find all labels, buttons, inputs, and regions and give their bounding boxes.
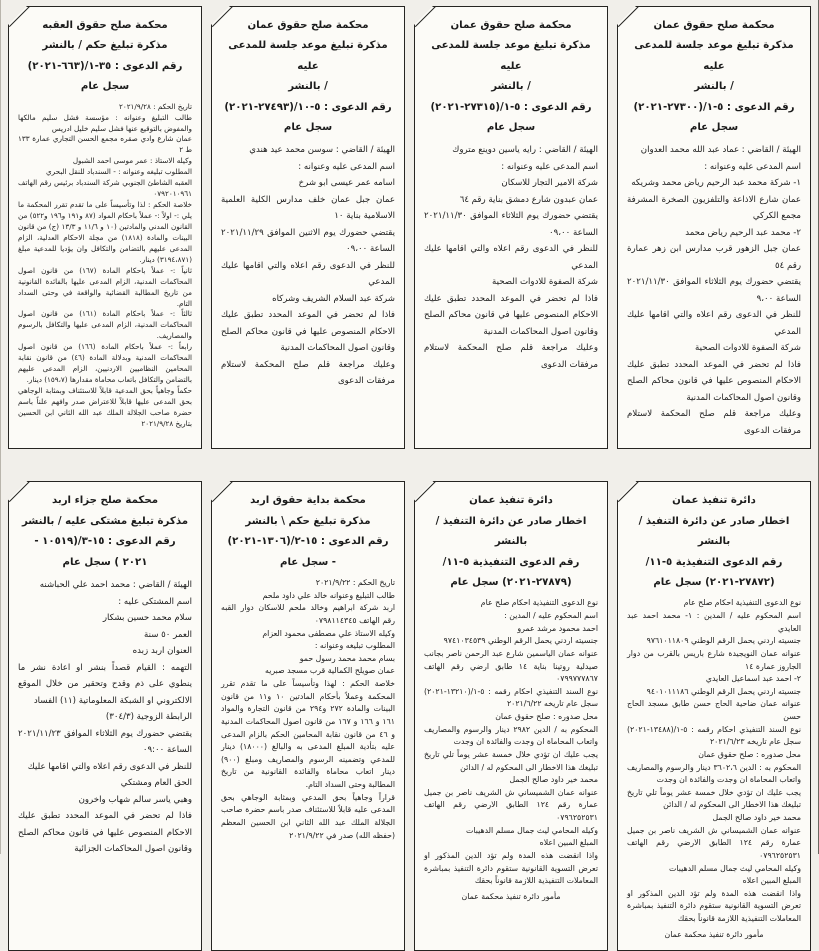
notice-body-line: نوع السند التنفيذي احكام رقمه : ٥-١/(١٣٢١٠-٢٠٢١) سجل عام تاريخه ٢٠٢١/٦/٢٢	[424, 686, 598, 709]
notice-body-line: جنسيته اردني يحمل الرقم الوطني ٩٧٤١٠٣٤٥٣٩	[443, 636, 598, 646]
notice-body-line: المبلغ المبين اعلاه	[539, 838, 598, 848]
notice-header-line: مذكرة تبليغ مشتكى عليه / بالنشر	[21, 515, 189, 527]
notice-body-line: المبلغ المبين اعلاه	[742, 876, 801, 886]
notice-body-line: ٢- محمد عبد الرحيم رياض محمد	[685, 227, 801, 238]
notice-body-line: تاريخ الحكم : ٢٠٢١/٩/٢٨	[118, 101, 192, 111]
notice-header-line: محكمة بداية حقوق اربد	[250, 495, 366, 507]
notice-body-line: فاذا لم تحضر في الموعد المحدد تطبق عليك الاحكام المنصوص عليها في قانون محاكم الصلح وقانون اصول المحاكمات الجزائية	[18, 811, 192, 855]
notice-body-line: محل صدوره : صلح حقوق عمان	[495, 712, 598, 722]
notice-card-amman-27493	[211, 6, 405, 449]
notice-body-line: للنظر في الدعوى رقم اعلاه والتي اقامها عليك	[27, 761, 192, 772]
notice-body-line: اسم المحكوم عليه / المدين : ١- محمد احمد عبد العايدي	[627, 611, 801, 633]
notice-body-line: فاذا لم تحضر في الموعد المحدد تطبق عليك الاحكام المنصوص عليها في قانون محاكم الصلح وقانون اصول المحاكمات المدنية	[627, 359, 801, 403]
notice-header-line: محكمة صلح حقوق عمان	[450, 20, 572, 31]
notice-header	[17, 14, 193, 102]
notice-header-line: اخطار صادر عن دائرة التنفيذ / بالنشر	[435, 515, 587, 548]
notice-body-line: عمان جبل الزهور قرب مدارس ابن زهر عمارة رقم ٥٤	[627, 244, 801, 271]
notice-body-line: محمد خير داود صالح الجمل	[509, 775, 598, 785]
notice-body-line: عمان صويلح الكمالية قرب مسجد صبريه	[265, 666, 395, 676]
notice-header-line: / بالنشر	[491, 81, 531, 93]
notice-body-line: وعليك مراجعة قلم صلح المحكمة لاستلام مرفقات الدعوى	[424, 343, 598, 370]
notice-header-line: مذكرة تبليغ موعد جلسة للمدعى عليه	[634, 40, 794, 72]
notice-body-line: وعليك مراجعة قلم صلح المحكمة لاستلام مرفقات الدعوى	[221, 359, 395, 387]
notice-body-line: عنوانه عمان النويجيدة شارع باريس بالقرب من دوار الجاروز عمارة ١٤	[627, 648, 801, 671]
notice-header-line: / بالنشر	[288, 81, 328, 93]
notice-body-line: فاذا لم تحضر في الموعد المحدد تطبق عليك الاحكام المنصوص عليها في قانون محاكم الصلح وقانون اصول المحاكمات المدنية	[221, 310, 395, 354]
notice-body-line: وكيله المحامي ليث جمال مسلم الدهيبات	[466, 825, 598, 835]
notice-body-line: عنوانه عمان الشميساني ش الشريف ناصر بن جميل عمارة رقم ١٢٤ الطابق الارضي رقم الهاتف ٠٧٩٦٢٥٢٥٣١	[627, 825, 801, 860]
notice-card-amman-27300	[617, 6, 811, 449]
notice-body-line: وهبي ياسر سالم شهاب واخرون	[78, 794, 192, 805]
notice-body-line: المحكوم به / الدين ٢٩٨٢ دينار والرسوم والمصاريف واتعاب المحاماة ان وجدت والفائدة ان وجدت	[424, 724, 598, 747]
notice-body-line: حكماً وجاهياً بحق المدعية قابلاً للاستئناف وبمثابة الوجاهي بحق المدعى عليها قابلاً للاعتراض صدر وافهم علناً باسم حضرة صاحب الجلالة الملك عبد الله الثاني ابن الحسين بتاريخ ٢٠٢١/٩/٢٨	[18, 386, 192, 428]
notice-body-line: عنوانه عمان ضاحية الحاج حسن طابق مسجد الحاج حسن	[627, 699, 801, 722]
notice-card-amman-27315	[414, 6, 608, 449]
notice-card-jaza-irbid-10519	[8, 481, 202, 951]
notice-card-aqaba-663	[8, 6, 202, 449]
notice-body-line: يجب عليك ان تؤدي خلال خمسة عشر يوماً تلي تاريخ تبليغك هذا الاخطار الى المحكوم له / الدائن	[424, 749, 598, 772]
notice-body-line: احمد محمود مرشد عمرو	[517, 623, 598, 633]
notice-body	[220, 142, 396, 390]
notice-body-line: سلام محمد حسين بشكار	[102, 613, 192, 624]
notice-body-line: الهيئة / القاضي : عماد عبد الله محمد العدوان	[640, 145, 801, 156]
notice-body-line: ٢- احمد عبد اسماعيل العايدي	[705, 674, 801, 684]
notice-body-line: اربد شركة ابراهيم وخالد ملحم للاسكان دوار القبه رقم الهاتف ٠٧٩٨١١٤٣٤٥	[221, 603, 395, 625]
notice-body-line: للنظر في الدعوى رقم اعلاه والتي اقامها عليك المدعي	[627, 310, 801, 337]
notice-header-line: سجل عام	[689, 122, 739, 134]
notice-header-line: مذكرة تبليغ حكم \ بالنشر	[245, 515, 371, 527]
notice-header-line: محكمة صلح جزاء اربد	[51, 495, 158, 507]
notice-body-line: عمان شارع الاذاعة والتلفزيون الصخرة المشرفة مجمع الكركي	[627, 194, 801, 222]
notice-body-line: شركة الصفوة للادوات الصحية	[695, 343, 801, 354]
notice-header	[220, 489, 396, 577]
notice-header-line: سجل عام	[486, 122, 536, 134]
notice-header-line: رقم الدعوى التنفيذية ٥-١١/	[645, 556, 783, 568]
notice-body-line: شركة الصفوة للادوات الصحية	[492, 277, 598, 288]
notice-header	[626, 489, 802, 597]
notice-body-line: للنظر في الدعوى رقم اعلاه والتي اقامها عليك المدعي	[221, 260, 395, 288]
notice-body-line: الهيئة / القاضي : محمد احمد علي الحباشنه	[39, 580, 192, 591]
notice-header-line: (٢٧٨٧٢-٢٠٢١) سجل عام	[653, 577, 775, 589]
notice-body-line: مأمور دائرة تنفيذ محكمة عمان	[664, 929, 764, 939]
notice-header-line: محكمة صلح حقوق عمان	[653, 20, 775, 31]
notice-body-line: التهمه : القيام قصداً بنشر او اعادة نشر ما ينطوي على ذم وقدح وتحقير من خلال الموقع الالكتروني او الشبكة المعلوماتية (١١) الفساد	[18, 662, 192, 706]
notice-body	[423, 142, 599, 373]
notice-body-line: وكيله المحامي ليث جمال مسلم الدهيبات	[669, 863, 801, 873]
notice-body-line: عنوانه عمان الياسمين شارع عبد الرحمن ناصر بجانب صيدلية روتينا بناية ١٤ طابق ارضي رقم الهاتف ٠٧٩٩٧٧٧٨٦٧	[424, 648, 598, 684]
notice-body-line: جنسيته اردني يحمل الرقم الوطني ٩٤٠١٠١١١٨٦	[646, 686, 801, 696]
notice-body-line: يقتضي حضورك يوم الثلاثاء الموافق ٢٠٢١/١١/٢٣ الساعة ٠٩:٠٠	[18, 728, 192, 756]
notice-header-line: رقم الدعوى : ٥-١/(٢٧٣٠٠-٢٠٢١)	[633, 101, 795, 113]
notice-header-line: (٢٧٨٧٩-٢٠٢١) سجل عام	[450, 577, 572, 589]
notice-body-line: مأمور دائرة تنفيذ محكمة عمان	[461, 891, 561, 901]
notice-header-line: مذكرة تبليغ حكم / بالنشر	[42, 40, 168, 52]
notice-body-line: العمر ٥٠ سنة	[144, 629, 192, 640]
notice-body-line: ثالثاً :- عملاً باحكام المادة (١٦١) من قانون اصول المحاكمات المدنية، الزام المدعى عليها والتكافل بالرسوم والمصاريف.	[18, 309, 192, 341]
notice-body-line: شركة عبد السلام الشريف وشركاه	[272, 293, 395, 304]
notice-body-line: شركة الامير التجار للاسكان	[501, 178, 598, 189]
notice-header-line: محكمة صلح حقوق عمان	[247, 20, 369, 31]
notice-header-line: محكمة صلح حقوق العقبه	[42, 20, 168, 31]
notice-body-line: اسامه عمر عيسى ابو شرخ	[298, 178, 395, 189]
notice-header-line: سجل عام	[283, 122, 333, 134]
notice-body-line: عنوانه عمان الشميساني ش الشريف ناصر بن جميل عمارة رقم ١٢٤ الطابق الارضي رقم الهاتف ٠٧٩٦٢٥٢٥٣١	[424, 787, 598, 823]
notice-body-line: يقتضي حضورك يوم الثلاثاء الموافق ٢٠٢١/١١/٣٠ الساعة ٩،٠٠	[627, 277, 801, 304]
notice-body-line: المطلوب تبليغه وعنوانه : - السندباد للنقل البحري	[46, 167, 192, 177]
notice-header-line: مذكرة تبليغ موعد جلسة للمدعى عليه	[228, 40, 388, 72]
notice-body	[17, 102, 193, 430]
notice-header	[423, 14, 599, 142]
notice-body	[626, 142, 802, 439]
notice-body-line: طالب التبليغ وعنوانه : مؤسسة فشل سليم مالكها والمفوض بالتوقيع عنها فشل سليم خليل ادريس	[18, 112, 192, 133]
notice-header	[423, 489, 599, 597]
notice-header-line: - سجل عام	[279, 556, 337, 568]
notice-body-line: خلاصة الحكم : لذا وتأسيساً على ما تقدم تقرر المحكمة ما يلي :- اولاً :- عملاً باحكام المواد (٨٧ و١٩١ و١٩٦ و٥٢٢) من القانون المدني والمادتين (١٠ و ١١/٦ و ١٣/٣ (ج) من قانون البينات والمادة (١٨١٨) من مجلة الاحكام العدلية، الزام المدعى عليهم بالتضامن والتكافل وان يؤديا للمدعية مبلغ (٣١٩٤،٨٧١) دينار.	[18, 200, 192, 264]
notice-body-line: اسم المشتكى عليه :	[118, 596, 192, 607]
notice-header-line: اخطار صادر عن دائرة التنفيذ / بالنشر	[638, 515, 790, 548]
notice-body-line: العنوان اربد زبده	[132, 646, 192, 657]
notice-body-line: رابعاً :- عملاً باحكام المادة (١٦٦) من قانون اصول المحاكمات المدنية وبدلالة المادة (٤٦) من قانون نقابة المحامين النظاميين الاردنيين، الزام المدعى عليهم بالتضامن والتكافل باتعاب محاماة مقدارها (١٥٩،٧) دينار.	[18, 342, 193, 385]
notice-body-line: ثانياً :- عملاً باحكام المادة (١٦٧) من قانون اصول المحاكمات المدنية، الزام المدعى عليها بالفائدة القانونية من تاريخ المطالبة القضائية والواقعة في وحتى السداد التام.	[18, 265, 192, 308]
notice-body-line: عمان جبل عمان خلف مدارس الكلية العلمية الاسلامية بناية ١٠	[221, 194, 395, 222]
notice-body-line: الرابطة الزوجية (٣٠٤/٣)	[105, 712, 192, 723]
notice-header-line: ٢٠٢١ ) سجل عام	[62, 556, 148, 568]
notice-body-line: اسم المدعى عليه وعنوانه :	[298, 161, 395, 172]
notice-body-line: نوع الدعوى التنفيذية احكام صلح عام	[480, 598, 598, 608]
notice-body-line: العقبه الشاطئ الجنوبي شركة السندباد برئيس رقم الهاتف ٠٧٩٢٠١٠٩٦١	[18, 178, 192, 199]
notice-header-line: / بالنشر	[694, 81, 734, 93]
notice-body-line: الهيئة / القاضي : رايه ياسين دوينع متروك	[452, 145, 598, 156]
notice-body-line: تاريخ الحكم : ٢٠٢١/٩/٢٢	[315, 578, 395, 588]
notice-header-line: رقم الدعوى : ٥-١/(٢٧٣١٥-٢٠٢١)	[430, 101, 592, 113]
notice-body-line: المطلوب تبليغه وعنوانه :	[314, 641, 395, 651]
notice-body	[17, 577, 193, 858]
notice-body-line: محل صدوره : صلح حقوق عمان	[698, 749, 801, 759]
notice-header-line: رقم الدعوى : ٣٥-١/(٦٦٣-٢٠٢١) سجل عام	[27, 60, 183, 93]
notice-header-line: رقم الدعوى : ١٥-٢/(١٣٠٦-٢٠٢١)	[227, 536, 389, 548]
notice-body-line: اسم المدعى عليه وعنوانه :	[704, 161, 801, 172]
notice-body-line: واذا انقضت هذه المدة ولم تؤد الدين المذكور او تعرض التسوية القانونية ستقوم دائرة التنفيذ بمباشرة المعاملات التنفيذية اللازمة قانوناً بحقك	[627, 888, 801, 924]
notice-body-line: الحق العام ومشتكي	[120, 778, 192, 789]
notice-body-line: للنظر في الدعوى رقم اعلاه والتي اقامها عليك المدعي	[424, 244, 598, 271]
notice-header-line: رقم الدعوى : ٥-١٠/(٢٧٤٩٣-٢٠٢١)	[224, 101, 392, 113]
notice-header-line: رقم الدعوى : ١٥-٣/(١٠٥١٩ -	[34, 536, 176, 548]
notice-body-line: بسام محمد محمد رسول حمو	[299, 653, 395, 663]
notice-body-line: محمد خير داود صالح الجمل	[712, 813, 801, 823]
notice-body	[626, 597, 802, 941]
notice-body-line: نوع السند التنفيذي احكام رقمه : ٥-١/(١٣٤٨٨-٢٠٢١) سجل عام تاريخه ٢٠٢١/٦/٢٣	[627, 724, 801, 747]
notice-body-line: يجب عليك ان تؤدي خلال خمسة عشر يوماً تلي تاريخ تبليغك هذا الاخطار الى المحكوم له / الدائن	[627, 787, 801, 810]
notice-body-line: عمان عبدون شارع دمشق بناية رقم ٦٤	[459, 194, 598, 205]
notice-header-line: مذكرة تبليغ موعد جلسة للمدعى عليه	[431, 40, 591, 72]
notice-header	[220, 14, 396, 142]
notice-body-line: ١- شركة محمد عبد الرحيم رياض محمد وشريكه	[631, 178, 801, 189]
notice-body-line: وعليك مراجعة قلم صلح المحكمة لاستلام مرفقات الدعوى	[627, 409, 801, 436]
notice-body-line: جنسيته اردني يحمل الرقم الوطني ٩٧٦١٠١١٨٠٩	[646, 636, 801, 646]
notice-body-line: وكيله الاستاذ علي مصطفى محمود العزام	[262, 628, 395, 638]
notice-body-line: وكيله الاستاذ : عمر موسى احمد الشبول	[72, 156, 192, 166]
notice-body-line: الهيئة / القاضي : سوسن محمد عيد هندي	[249, 145, 395, 156]
notice-header	[626, 14, 802, 142]
notice-body-line: فاذا لم تحضر في الموعد المحدد تطبق عليك الاحكام المنصوص عليها في قانون محاكم الصلح وقانون اصول المحاكمات المدنية	[424, 293, 598, 337]
notice-header-line: دائرة تنفيذ عمان	[469, 495, 553, 507]
notice-body-line: يقتضي حضورك يوم الثلاثاء الموافق ٢٠٢١/١١/٣٠ الساعة ٠٩،٠٠	[424, 211, 598, 238]
notice-header-line: دائرة تنفيذ عمان	[672, 495, 756, 507]
notice-body-line: نوع الدعوى التنفيذية احكام صلح عام	[683, 598, 801, 608]
notice-card-tanfeeth-27879	[414, 481, 608, 951]
notice-body-line: واذا انقضت هذه المدة ولم تؤد الدين المذكور او تعرض التسوية القانونية ستقوم دائرة التنفيذ بمباشرة المعاملات التنفيذية اللازمة قانوناً بحقك	[424, 850, 598, 886]
notice-body-line: اسم المحكوم عليه / المدين :	[504, 611, 598, 621]
notice-header	[17, 489, 193, 577]
notice-body-line: خلاصة الحكم : لهذا وتأسيساً على ما تقدم تقرر المحكمة وعملاً بأحكام المادتين ١٠ و١١ من قانون البينات والمادة ٢٧٢ و٢٩٤ من قانون التجارة والمواد ١٦١ و ١٦٦ و ١٦٧ من قانون اصول المحاكمات المدنية و ٤٦ من قانون نقابة المحامين الحكم بالزام المدعى عليه بتأدية المبلغ المدعى به والبالغ (١٨٠٠٠) دينار للمدعي وتضمينه الرسوم والمصاريف ومبلغ (٩٠٠) دينار اتعاب محاماة والفائدة القانونية من تاريخ المطالبة وحتى السداد التام.	[221, 679, 396, 790]
notice-body-line: المحكوم به : الدين ٣٦٠٢،٦ دينار والرسوم والمصاريف واتعاب المحاماة ان وجدت والفائدة ان وجدت	[627, 762, 801, 785]
notice-header-line: رقم الدعوى التنفيذية ٥-١١/	[442, 556, 580, 568]
notice-body	[220, 577, 396, 842]
notice-body-line: عمان شارع وادي صقره مجمع الحسن التجاري عمارة ١٣٣ ط ٢	[18, 134, 192, 155]
notice-card-bidaya-irbid-1306	[211, 481, 405, 951]
notice-body-line: يقتضي حضورك يوم الاثنين الموافق ٢٠٢١/١١/٢٩ الساعة ٠٩،٠٠	[221, 227, 395, 255]
notice-body-line: اسم المدعى عليه وعنوانه :	[501, 161, 598, 172]
notice-body	[423, 597, 599, 903]
notice-body-line: قراراً وجاهياً بحق المدعي وبمثابة الوجاهي بحق المدعى عليه قابلاً للاستئناف صدر باسم حضرة صاحب الجلالة الملك عبد الله الثاني ابن الحسين المعظم (حفظه الله) صدر في ٢٠٢١/٩/٢٢	[221, 792, 395, 840]
notice-body-line: طالب التبليغ وعنوانه خالد علي داود ملحم	[262, 590, 395, 600]
notice-card-tanfeeth-27872	[617, 481, 811, 951]
